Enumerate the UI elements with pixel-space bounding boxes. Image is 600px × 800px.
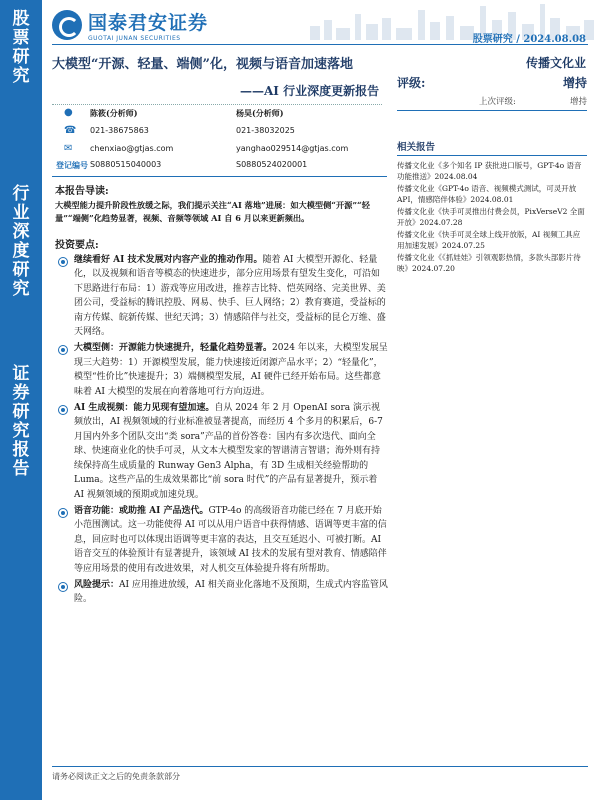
report-subtitle: ——AI 行业深度更新报告 bbox=[240, 84, 380, 98]
list-item bbox=[58, 504, 388, 576]
guide-title: 本报告导读: bbox=[55, 186, 109, 197]
report-title: 大模型“开源、轻量、端侧”化，视频与语音加速落地 bbox=[52, 57, 353, 72]
related-report-item[interactable]: 传播文化业《快手可灵推出付费会员，PixVerseV2 全面开放》2024.07.28 bbox=[397, 207, 585, 227]
point-body: 2024 年以来，大模型发展呈现三大趋势：1）开源模型发展，能力快速接近闭源产品水平；2）“轻量化”，模型“性价比”快速提升；3）端侧模型发展，AI 硬件已经开始布局。这些都意味着 AI 大模型的发展在向着落地可行方向迈进。 bbox=[74, 343, 388, 397]
analyst-phone: 021-38032025 bbox=[236, 126, 295, 135]
phone-icon: ☎ bbox=[64, 125, 77, 136]
sidebar-char: 告 bbox=[12, 459, 30, 479]
point-body: 自从 2024 年 2 月 OpenAI sora 演示视频放出，AI 视频领域的行业标准被显著提高，而经历 4 个多月的积累后，6-7 月国内外多个团队交出“类 sora”产品的首份答卷：国内有多次迭代、面向全球、快速商业化的快手可灵，从文本大模型发家的智谱清言智谱；海外则有持续保持高生成质量的 Runway Gen3 Alpha，有 3D 生成相关经验帮助的 Luma。这些产品的生成效果都比“前 sora 时代”的产品有显著提升，预示着 AI 视频领域的预期或加速兑现。 bbox=[74, 403, 383, 500]
list-item bbox=[58, 401, 388, 502]
sidebar-label-industry-research bbox=[0, 185, 42, 299]
related-reports bbox=[397, 142, 587, 275]
related-reports-divider bbox=[397, 155, 587, 156]
sidebar-char: 研 bbox=[12, 47, 30, 67]
sidebar-label-stock-research bbox=[0, 10, 42, 86]
rating-box bbox=[397, 74, 587, 111]
company-logo bbox=[52, 8, 208, 42]
prev-rating-value: 增持 bbox=[569, 97, 587, 107]
bullet-icon bbox=[58, 508, 68, 518]
rating-label: 评级: bbox=[397, 76, 426, 90]
point-head: 继续看好 AI 技术发展对内容产业的推动作用。 bbox=[74, 255, 263, 265]
rating-divider bbox=[397, 110, 587, 111]
footer-divider bbox=[52, 766, 588, 767]
cert-label: 登记编号 bbox=[56, 160, 88, 170]
guide-divider bbox=[52, 176, 387, 177]
header-divider bbox=[52, 44, 588, 45]
related-report-item[interactable]: 传播文化业《快手可灵全球上线开放版，AI 视频工具应用加速发展》2024.07.25 bbox=[397, 230, 581, 250]
sidebar-char: 度 bbox=[12, 241, 30, 261]
analyst-name: 杨昊(分析师) bbox=[236, 108, 284, 118]
sidebar-char: 研 bbox=[12, 260, 30, 280]
guide-text: 大模型能力提升阶段性放缓之际，我们提示关注“AI 落地”进展：如大模型侧“开源”“轻量”“端侧”化趋势显著，视频、音频等领域 AI 自 6 月以来更新频出。 bbox=[55, 200, 370, 223]
sidebar-char: 股 bbox=[12, 9, 30, 29]
analyst-phone: 021-38675863 bbox=[90, 126, 149, 135]
sidebar-char: 究 bbox=[12, 421, 30, 441]
sidebar-char: 行 bbox=[12, 184, 30, 204]
bullet-icon bbox=[58, 257, 68, 267]
logo-en-text: GUOTAI JUNAN SECURITIES bbox=[88, 35, 181, 42]
point-body: AI 应用推进放缓，AI 相关商业化落地不及预期，生成式内容监管风险。 bbox=[74, 579, 388, 605]
point-head: 语音功能：或助推 AI 产品迭代。 bbox=[74, 505, 209, 516]
bullet-icon bbox=[58, 582, 68, 592]
sidebar-char: 业 bbox=[12, 203, 30, 223]
sidebar-char: 报 bbox=[12, 440, 30, 460]
header-date: 股票研究 / 2024.08.08 bbox=[472, 34, 586, 45]
sidebar-char: 深 bbox=[12, 222, 30, 242]
prev-rating-label: 上次评级: bbox=[479, 97, 516, 107]
sidebar-char: 票 bbox=[12, 28, 30, 48]
rating-value: 增持 bbox=[562, 76, 587, 90]
email-icon: ✉ bbox=[64, 143, 73, 154]
point-head: 大模型侧：开源能力快速提升，轻量化趋势显著。 bbox=[74, 343, 273, 354]
point-body: 随着 AI 大模型开源化、轻量化，以及视频和语音等模态的快速进步，部分应用场景有望发生变化，可沿如下思路进行布局：1）游戏等应用改进，推荐吉比特、恺英网络、完美世界、美团公司，受益标的腾讯控股、网易、快手、巨人网络；2）教育赛道，受益标的南方传媒、皖新传媒、世纪天鸿；3）情感陪伴与社交，受益标的昆仑万维、盛天网络。 bbox=[74, 255, 386, 338]
analyst-email[interactable]: chenxiao@gtjas.com bbox=[90, 144, 174, 153]
analyst-email[interactable]: yanghao029514@gtjas.com bbox=[236, 144, 349, 153]
related-report-item[interactable]: 传播文化业《GPT-4o 语音、视频模式测试，可灵开放 API，情感陪伴体验》2024.08.01 bbox=[397, 184, 577, 204]
investment-points bbox=[58, 253, 388, 609]
logo-mark-icon bbox=[52, 10, 82, 40]
list-item bbox=[58, 341, 388, 399]
sidebar-char: 券 bbox=[12, 383, 30, 403]
sidebar-char: 研 bbox=[12, 402, 30, 422]
analyst-divider bbox=[52, 104, 382, 105]
related-report-item[interactable]: 传播文化业《多个知名 IP 获批进口版号，GPT-4o 语音功能推送》2024.08.04 bbox=[397, 161, 582, 181]
sidebar-char: 究 bbox=[12, 66, 30, 86]
industry-label: 传播文化业 bbox=[525, 56, 586, 70]
analyst-cert: S0880515040003 bbox=[90, 160, 162, 169]
sidebar-char: 证 bbox=[12, 364, 30, 384]
related-reports-title: 相关报告 bbox=[397, 142, 436, 153]
sidebar-char: 究 bbox=[12, 279, 30, 299]
list-item bbox=[58, 253, 388, 339]
analyst-name: 陈筱(分析师) bbox=[90, 108, 138, 118]
bullet-icon bbox=[58, 345, 68, 355]
point-head: AI 生成视频：能力见现有望加速。 bbox=[74, 403, 215, 414]
bullet-icon bbox=[58, 405, 68, 415]
logo-cn-text: 国泰君安证券 bbox=[88, 12, 209, 34]
point-body: GTP-4o 的高级语音功能已经在 7 月底开始小范围测试。这一功能使得 AI 可以从用户语音中获得情感、语调等更丰富的信息，回应时也可以体现出语调等更丰富的表达，且交互延迟小、可被打断。AI 语音交互的体验预计有显著提升，该领域 AI 技术的发展有望对教育、情感陪伴等应用场景的使用有改进效果，对人机交互体验提升将有所帮助。 bbox=[74, 505, 387, 574]
points-title: 投资要点: bbox=[55, 240, 99, 251]
list-item bbox=[58, 578, 388, 607]
analyst-info bbox=[52, 104, 382, 170]
point-head: 风险提示： bbox=[74, 579, 120, 590]
person-icon: ● bbox=[64, 107, 73, 118]
analyst-cert: S0880524020001 bbox=[236, 160, 308, 169]
disclaimer-footer: 请务必阅读正文之后的免责条款部分 bbox=[52, 772, 180, 781]
related-report-item[interactable]: 传播文化业《《抓娃娃》引领观影热情，多款头部影片待映》2024.07.20 bbox=[397, 253, 581, 273]
sidebar-label-securities-report bbox=[0, 365, 42, 479]
